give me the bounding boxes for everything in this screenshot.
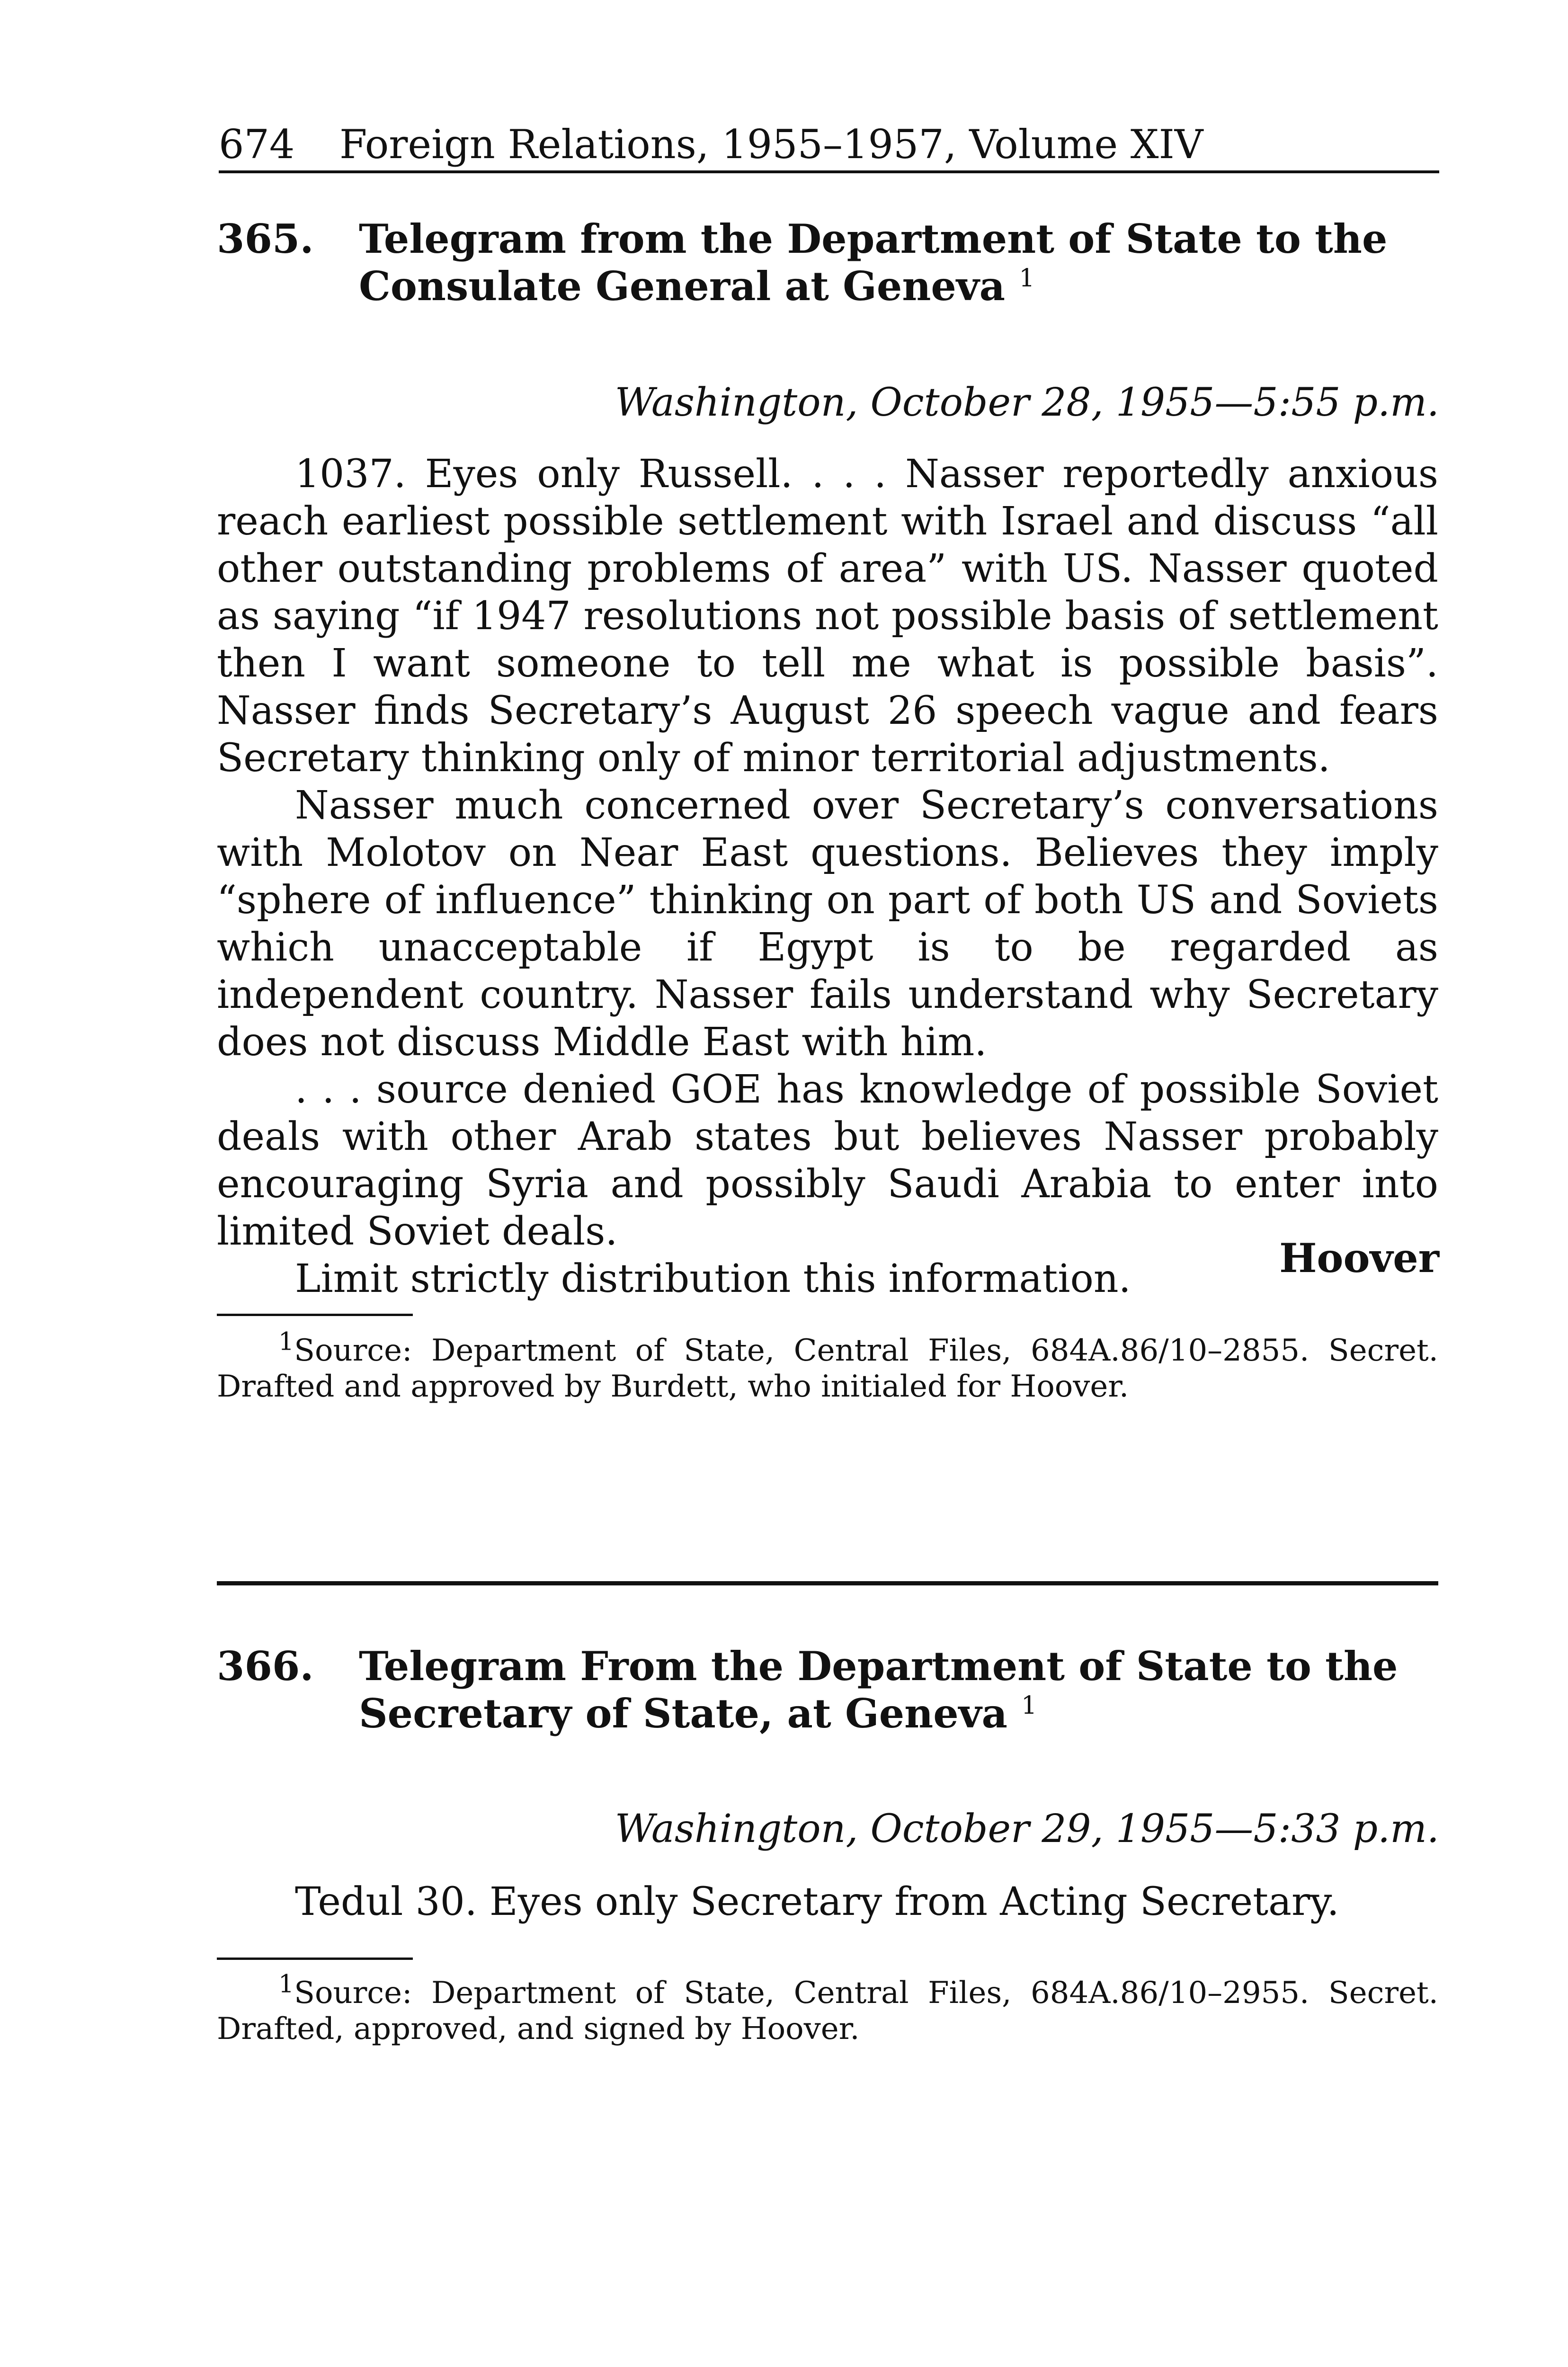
footnote-rule — [217, 1958, 413, 1960]
doc-title — [359, 1643, 1443, 1737]
footnote-rule — [217, 1314, 413, 1316]
doc-title-text: Telegram from the Department of State to the Consulate General at Geneva — [359, 215, 1388, 310]
running-title: Foreign Relations, 1955–1957, Volume XIV — [339, 121, 1203, 168]
body-paragraph: . . . source denied GOE has knowledge of possible Soviet deals with other Arab states but believes Nasser probably encouraging Syria and possibly Saudi Arabia to enter into limited Soviet deals. — [217, 1067, 1438, 1254]
doc-number: 366. — [217, 1643, 314, 1690]
footnote-text: Source: Department of State, Central Files, 684A.86/10–2855. Secret. Drafted and approved by Burdett, who initialed for Hoover. — [217, 1333, 1438, 1404]
telegram-body — [217, 451, 1438, 1303]
doc-title — [359, 215, 1443, 310]
doc-title-footnote-ref: 1 — [1019, 264, 1035, 293]
body-paragraph: Nasser much concerned over Secretary’s conversations with Molotov on Near East questions. Believes they imply “sphere of influence” thinking on part of both US and Soviets which unacceptable if Egypt is to be regarded as independent country. Nasser fails understand why Secretary does not discuss Middle East with him. — [217, 783, 1438, 1065]
dateline: Washington, October 29, 1955—5:33 p.m. — [615, 1806, 1439, 1851]
footnote-text: Source: Department of State, Central Files, 684A.86/10–2955. Secret. Drafted, approved, and signed by Hoover. — [217, 1975, 1438, 2047]
footnote-mark: 1 — [278, 1327, 294, 1356]
body-paragraph: Limit strictly distribution this information. — [295, 1256, 1131, 1301]
body-paragraph: 1037. Eyes only Russell. . . . Nasser reportedly anxious reach earliest possible settlement with Israel and discuss “all other outstanding problems of area” with US. Nasser quoted as saying “if 1947 resolutions not possible basis of settlement then I want someone to tell me what is possible basis”. Nasser finds Secretary’s August 26 speech vague and fears Secretary thinking only of minor territorial adjustments. — [217, 452, 1438, 781]
doc-title-footnote-ref: 1 — [1021, 1691, 1037, 1720]
footnote — [217, 1970, 1438, 2047]
dateline: Washington, October 28, 1955—5:55 p.m. — [615, 380, 1439, 425]
doc-title-text: Telegram From the Department of State to the Secretary of State, at Geneva — [359, 1643, 1398, 1737]
telegram-body — [217, 1878, 1438, 1926]
running-header — [219, 118, 1439, 173]
doc-number: 365. — [217, 215, 314, 262]
footnote-mark: 1 — [278, 1970, 294, 1999]
footnote — [217, 1327, 1438, 1405]
body-paragraph: Tedul 30. Eyes only Secretary from Acting Secretary. — [295, 1879, 1339, 1924]
section-divider — [217, 1581, 1438, 1585]
page-number: 674 — [219, 121, 295, 168]
signature: Hoover — [1279, 1235, 1439, 1281]
